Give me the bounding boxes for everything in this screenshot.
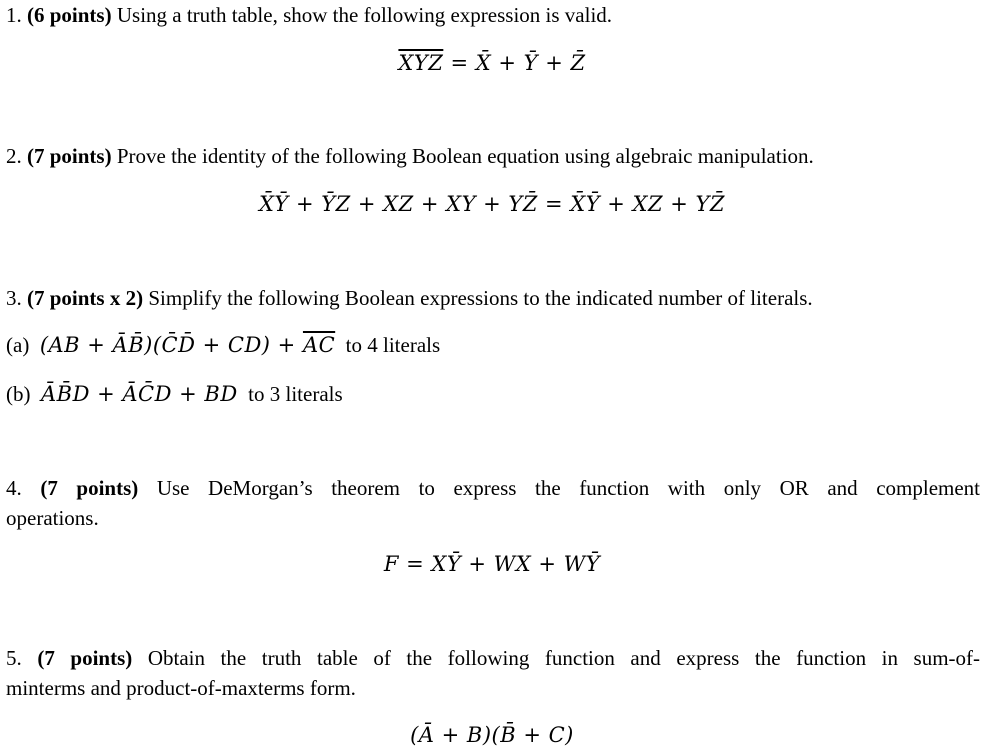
part-b-label: (b) [6, 382, 31, 406]
question-5-number: 5. [6, 646, 22, 670]
question-3-part-a [6, 332, 440, 358]
part-a-expression-main: (AB + ĀB̄)(C̄D̄ + CD) + [39, 333, 303, 357]
question-2-text: Prove the identity of the following Boolean equation using algebraic manipulation. [116, 144, 814, 168]
question-3-number: 3. [6, 286, 22, 310]
question-1-equation [0, 50, 984, 76]
part-a-literal-target: to 4 literals [345, 333, 441, 357]
question-2-points: (7 points) [27, 144, 112, 168]
question-1-equation-overbar-term: $\overline{XYZ}$ [398, 51, 444, 75]
question-5-equation: (Ā + B)(B̄ + C) [410, 723, 574, 747]
part-a-expression [40, 333, 335, 357]
question-4-points: (7 points) [40, 476, 139, 500]
question-1-number: 1. [6, 3, 22, 27]
question-4-text: Use DeMorgan’s theorem to express the function with only OR and complement [156, 476, 981, 500]
question-4-equation: F = XȲ + WX + WȲ [383, 552, 601, 576]
question-4-line-2: operations. [6, 506, 99, 530]
question-5-points: (7 points) [37, 646, 133, 670]
question-1-points: (6 points) [27, 3, 112, 27]
part-a-expression-overbar-term: $\overline{AC}$ [302, 333, 336, 357]
part-b-literal-target: to 3 literals [248, 382, 343, 406]
question-5-line-1 [6, 645, 980, 671]
question-1 [6, 2, 980, 28]
question-3-part-b [6, 381, 343, 407]
question-1-equation-rest: = X̄ + Ȳ + Z̄ [443, 51, 586, 75]
question-3-points: (7 points x 2) [27, 286, 144, 310]
question-1-text: Using a truth table, show the following expression is valid. [116, 3, 613, 27]
part-b-expression: ĀB̄D + ĀC̄D + BD [41, 382, 238, 406]
question-4-line-1 [6, 475, 980, 501]
question-2-number: 2. [6, 144, 22, 168]
question-3 [6, 285, 980, 311]
question-4-number: 4. [6, 476, 22, 500]
question-5-text: Obtain the truth table of the following function and express the function in sum-of- [147, 646, 981, 670]
question-2-equation: X̄Ȳ + ȲZ + XZ + XY + YZ̄ = X̄Ȳ + XZ + YZ̄ [258, 192, 725, 216]
question-5-line-2: minterms and product-of-maxterms form. [6, 676, 356, 700]
part-a-label: (a) [6, 333, 30, 357]
question-2 [6, 143, 980, 169]
question-3-text: Simplify the following Boolean expressions to the indicated number of literals. [148, 286, 813, 310]
